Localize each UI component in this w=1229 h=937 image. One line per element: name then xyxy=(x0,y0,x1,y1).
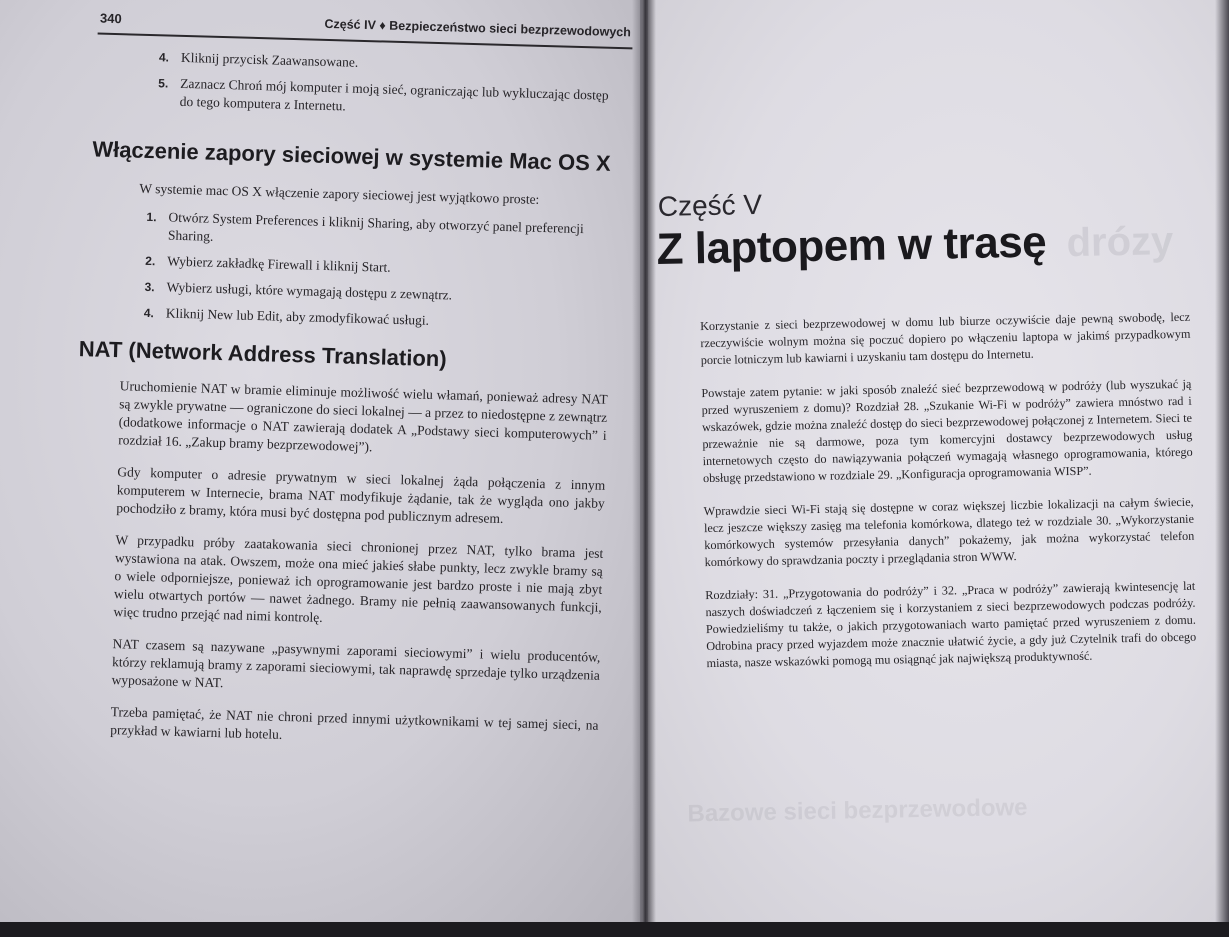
step-number: 1. xyxy=(146,209,157,225)
intro-paragraph: Rozdziały: 31. „Przygotowania do podróży” i 32. „Praca w podróży” zawierają kwintesencję lat naszych doświadczeń z łączeniem się i korzystaniem z sieci bezprzewodowych podczas podróży. Powiedzieliśmy tu także, o jakich przygotowaniach warto pamiętać przed wyruszeniem z domu. Odrobina pracy przed wyjazdem może znacznie ułatwić życie, a gdy już Czytelnik trafi do obcego miasta, nasze wskazówki pomogą mu osiągnąć jak największą produktywność. xyxy=(705,578,1197,671)
mac-heading: Włączenie zapory sieciowej w systemie Mac OS X xyxy=(92,136,612,176)
list-item xyxy=(159,48,614,79)
intro-paragraph: Wprawdzie sieci Wi-Fi stają się dostępne w coraz większej liczbie lokalizacji na całym świecie, lecz jeszcze większy zasięg ma telefonia komórkowa, dlatego też w rozdziale 30. „Wykorzystanie komórkowych systemów przesyłania danych” pokażemy, jak można wykorzystać telefon komórkowy do sprawdzania poczty i przeglądania stron WWW. xyxy=(703,494,1195,570)
part-label: Część V xyxy=(657,188,763,222)
nat-paragraph: Gdy komputer o adresie prywatnym w sieci lokalnej żąda połączenia z innym komputerem w Internecie, brama NAT modyfikuje żądanie, tak że wygląda ono jakby pochodziło z bramy, która musi być dostępna pod publicznym adresem. xyxy=(116,464,606,527)
mac-intro: W systemie mac OS X włączenie zapory sieciowej jest wyjątkowo proste: xyxy=(139,180,540,207)
step-number: 4. xyxy=(143,305,155,321)
list-item xyxy=(146,208,617,257)
nat-paragraph: Trzeba pamiętać, że NAT nie chroni przed innymi użytkownikami w tej samej sieci, na przykład w kawiarni lub hotelu. xyxy=(109,704,599,742)
running-head xyxy=(98,11,633,50)
step-text: Wybierz usługi, które wymagają dostępu z zewnątrz. xyxy=(166,279,453,303)
nat-heading: NAT (Network Address Translation) xyxy=(78,336,447,372)
list-item xyxy=(144,278,614,309)
top-steps xyxy=(157,48,614,131)
nat-paragraph: NAT czasem są nazywane „pasywnymi zaporami sieciowymi” i wielu producentów, którzy reklamują bramy z zaporami sieciowymi, tak naprawdę sprzedaje tylko urządzenia wyposażone w NAT. xyxy=(111,636,601,691)
nat-paragraph: Uruchomienie NAT w bramie eliminuje możliwość wielu włamań, ponieważ adresy NAT są zwykle prywatne — ograniczone do sieci lokalnej — a przez to niedostępne z zewnątrz (dodatkowe informacje o NAT zawierają dodatek A „Podstawy sieci komputerowych” i rozdział 16. „Zakup bramy bezprzewodowej”). xyxy=(118,378,608,455)
step-text: Kliknij New lub Edit, aby zmodyfikować usługi. xyxy=(165,305,430,328)
page-number: 340 xyxy=(99,10,122,27)
right-page-content xyxy=(642,0,1229,923)
step-number: 2. xyxy=(145,253,156,269)
step-number: 5. xyxy=(158,76,169,91)
step-text: Wybierz zakładkę Firewall i kliknij Start. xyxy=(167,253,391,275)
intro-paragraph: Powstaje zatem pytanie: w jaki sposób znaleźć sieć bezprzewodową w podróży (lub wyszukać ją przed wyruszeniem z domu)? Rozdział 28. „Szukanie Wi-Fi w podróży” zawiera mnóstwo rad i wskazówek, gdzie można znaleźć dostęp do sieci bezprzewodowej połączonej z Internetem. Sieci te przeważnie nie są darmowe, poza tym komercyjni dostawcy bezprzewodowych usług internetowych często do nawiązywania połączeń wymagają własnego oprogramowania, którego obsługę przedstawiono w rozdziale 29. „Konfiguracja oprogramowania WISP”. xyxy=(701,376,1193,486)
step-number: 3. xyxy=(144,279,155,295)
part-title: Z laptopem w trasę xyxy=(656,217,1047,274)
bleed-through-text: Bazowe sieci bezprzewodowe xyxy=(687,793,1028,828)
list-item xyxy=(158,74,614,123)
list-item xyxy=(145,252,615,283)
list-item xyxy=(144,304,614,335)
nat-section xyxy=(110,377,608,752)
step-text: Kliknij przycisk Zaawansowane. xyxy=(180,49,359,70)
part-intro xyxy=(700,309,1197,688)
step-text: Otwórz System Preferences i kliknij Sharing, aby otworzyć panel preferencji Sharing. xyxy=(167,209,584,244)
mac-section xyxy=(135,180,617,343)
running-title: Część IV ♦ Bezpieczeństwo sieci bezprzewodowych xyxy=(324,16,632,40)
nat-paragraph: W przypadku próby zaatakowania sieci chronionej przez NAT, tylko brama jest wystawiona na atak. Owszem, może ona mieć jakieś słabe punkty, lecz zwykle bramy są o wiele odporniejsze, ponieważ ich oprogramowanie jest bardzo proste i nie mają zbyt wielu otwartych portów — nawet żadnego. Bramy nie pełnią zaawansowanych funkcji, więc trudno przejąć nad nimi kontrolę. xyxy=(113,532,604,626)
step-text: Zaznacz Chroń mój komputer i moją sieć, ograniczając lub wykluczając dostęp do tego komputera z Internetu. xyxy=(179,75,609,114)
bleed-through-text: drózy xyxy=(1066,219,1174,266)
intro-paragraph: Korzystanie z sieci bezprzewodowej w domu lub biurze oczywiście daje pewną swobodę, lecz rzeczywiście wolnym można się poczuć dopiero po włączeniu laptopa w jakimś przypadkowym porcie lotniczym lub kawiarni i uzyskaniu tam dostępu do Internetu. xyxy=(699,309,1191,368)
step-number: 4. xyxy=(158,50,170,65)
